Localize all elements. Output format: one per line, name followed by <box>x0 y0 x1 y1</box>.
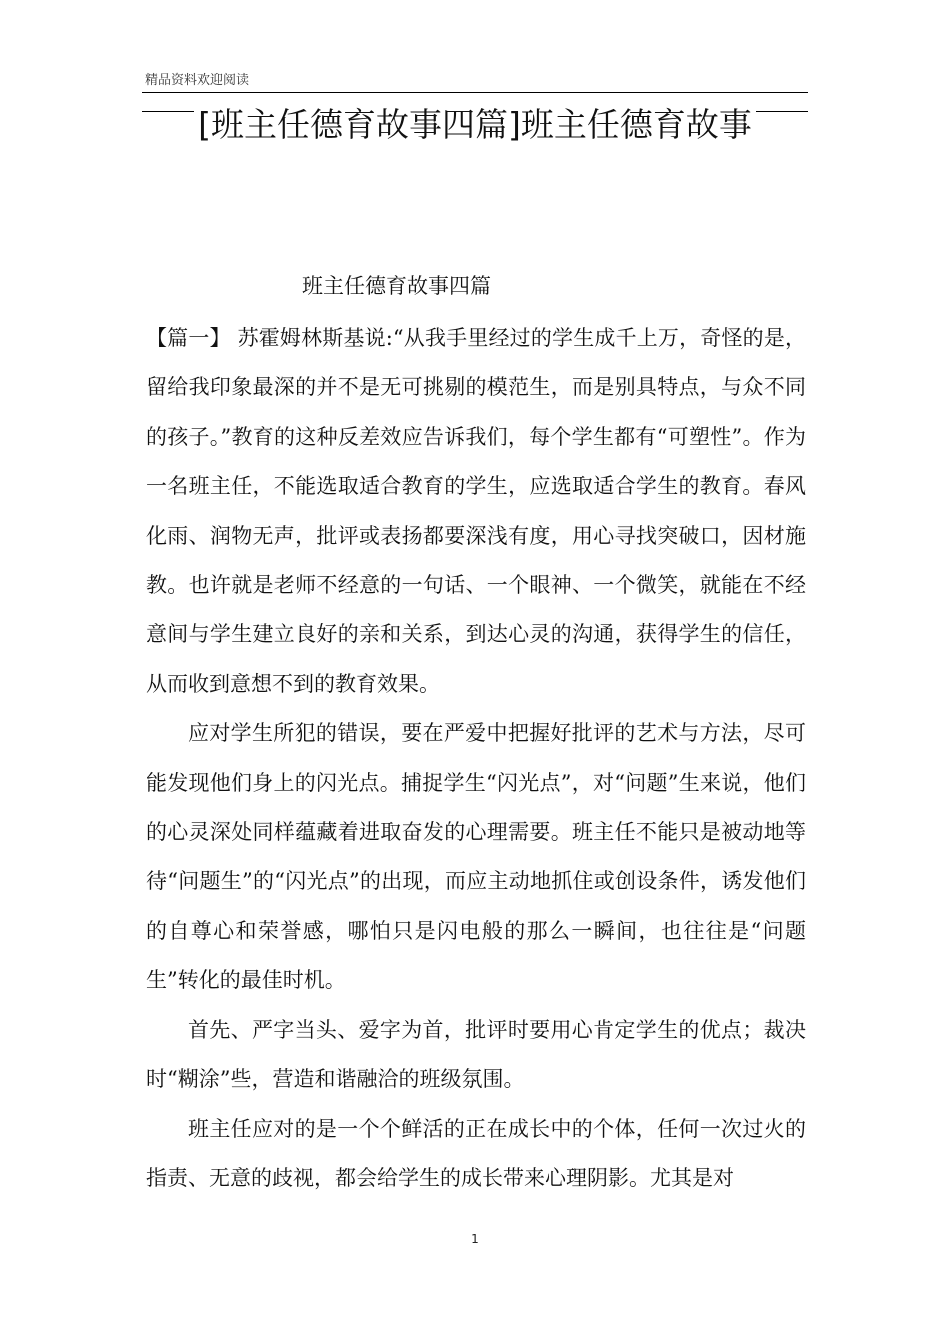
header-note: 精品资料欢迎阅读 <box>145 73 250 88</box>
document-title <box>142 100 808 150</box>
document-subtitle: 班主任德育故事四篇 <box>302 274 491 298</box>
paragraph-2: 应对学生所犯的错误，要在严爱中把握好批评的艺术与方法，尽可能发现他们身上的闪光点。捕捉学生“闪光点”，对“问题”生来说，他们的心灵深处同样蕴藏着进取奋发的心理需要。班主任不能只是被动地等待“问题生”的“闪光点”的出现，而应主动地抓住或创设条件，诱发他们的自尊心和荣誉感，哪怕只是闪电般的那么一瞬间，也往往是“问题生”转化的最佳时机。 <box>146 721 806 993</box>
document-body <box>146 314 806 1203</box>
page-number: 1 <box>471 1232 479 1246</box>
header-divider <box>142 92 808 93</box>
paragraph-4: 班主任应对的是一个个鲜活的正在成长中的个体，任何一次过火的 指责、无意的歧视，都会给学生的成长带来心理阴影。尤其是对 <box>146 1116 806 1190</box>
paragraph-3: 首先、严字当头、爱字为首，批评时要用心肯定学生的优点；裁决时“糊涂”些，营造和谐融洽的班级氛围。 <box>146 1017 806 1092</box>
document-title-text: [班主任德育故事四篇]班主任德育故事 <box>194 105 756 144</box>
paragraph-1: 【篇一】 苏霍姆林斯基说:“从我手里经过的学生成千上万，奇怪的是，留给我印象最深的并不是无可挑剔的模范生，而是别具特点，与众不同的孩子。”教育的这种反差效应告诉我们，每个学生都有“可塑性”。作为一名班主任，不能选取适合教育的学生，应选取适合学生的教育。春风化雨、润物无声，批评或表扬都要深浅有度，用心寻找突破口，因材施教。也许就是老师不经意的一句话、一个眼神、一个微笑，就能在不经意间与学生建立良好的亲和关系，到达心灵的沟通，获得学生的信任，从而收到意想不到的教育效果。 <box>146 326 806 696</box>
